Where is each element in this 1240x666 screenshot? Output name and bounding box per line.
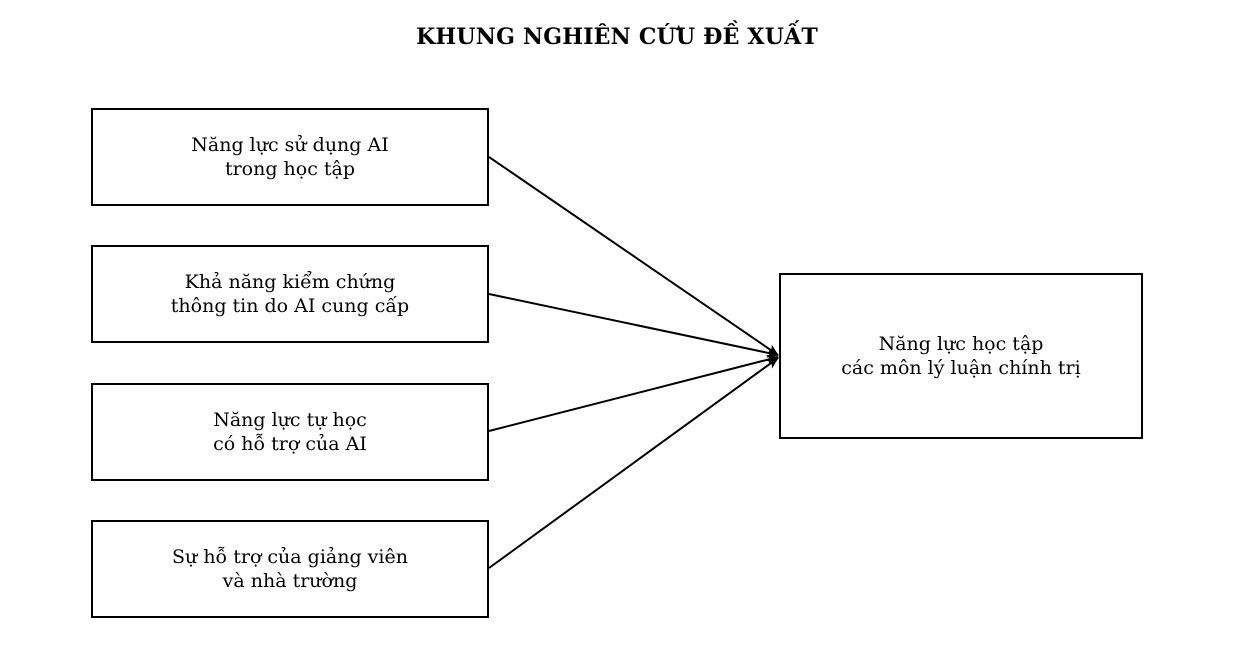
factor-box-ai-usage bbox=[91, 108, 489, 206]
factor-box-support bbox=[91, 520, 489, 618]
arrow-factor-2 bbox=[489, 294, 778, 355]
diagram-title: KHUNG NGHIÊN CỨU ĐỀ XUẤT bbox=[416, 24, 818, 50]
factor-box-line: có hỗ trợ của AI bbox=[213, 433, 367, 455]
arrow-factor-1 bbox=[489, 157, 778, 355]
outcome-box-line: Năng lực học tập bbox=[878, 333, 1044, 355]
factor-box-line: trong học tập bbox=[224, 158, 356, 180]
factor-box-line: Khả năng kiểm chứng bbox=[184, 271, 396, 293]
factor-box-line: và nhà trường bbox=[222, 570, 358, 592]
arrow-factor-4 bbox=[489, 358, 778, 568]
outcome-box-line: các môn lý luận chính trị bbox=[841, 357, 1081, 379]
arrow-factor-3 bbox=[489, 357, 778, 431]
factor-box-line: thông tin do AI cung cấp bbox=[170, 295, 410, 317]
factor-box-line: Năng lực tự học bbox=[213, 409, 367, 431]
factor-box-line: Sự hỗ trợ của giảng viên bbox=[172, 546, 408, 568]
factor-box-self-learning bbox=[91, 383, 489, 481]
factor-box-verification bbox=[91, 245, 489, 343]
factor-box-line: Năng lực sử dụng AI bbox=[191, 134, 389, 156]
outcome-box bbox=[779, 273, 1143, 439]
